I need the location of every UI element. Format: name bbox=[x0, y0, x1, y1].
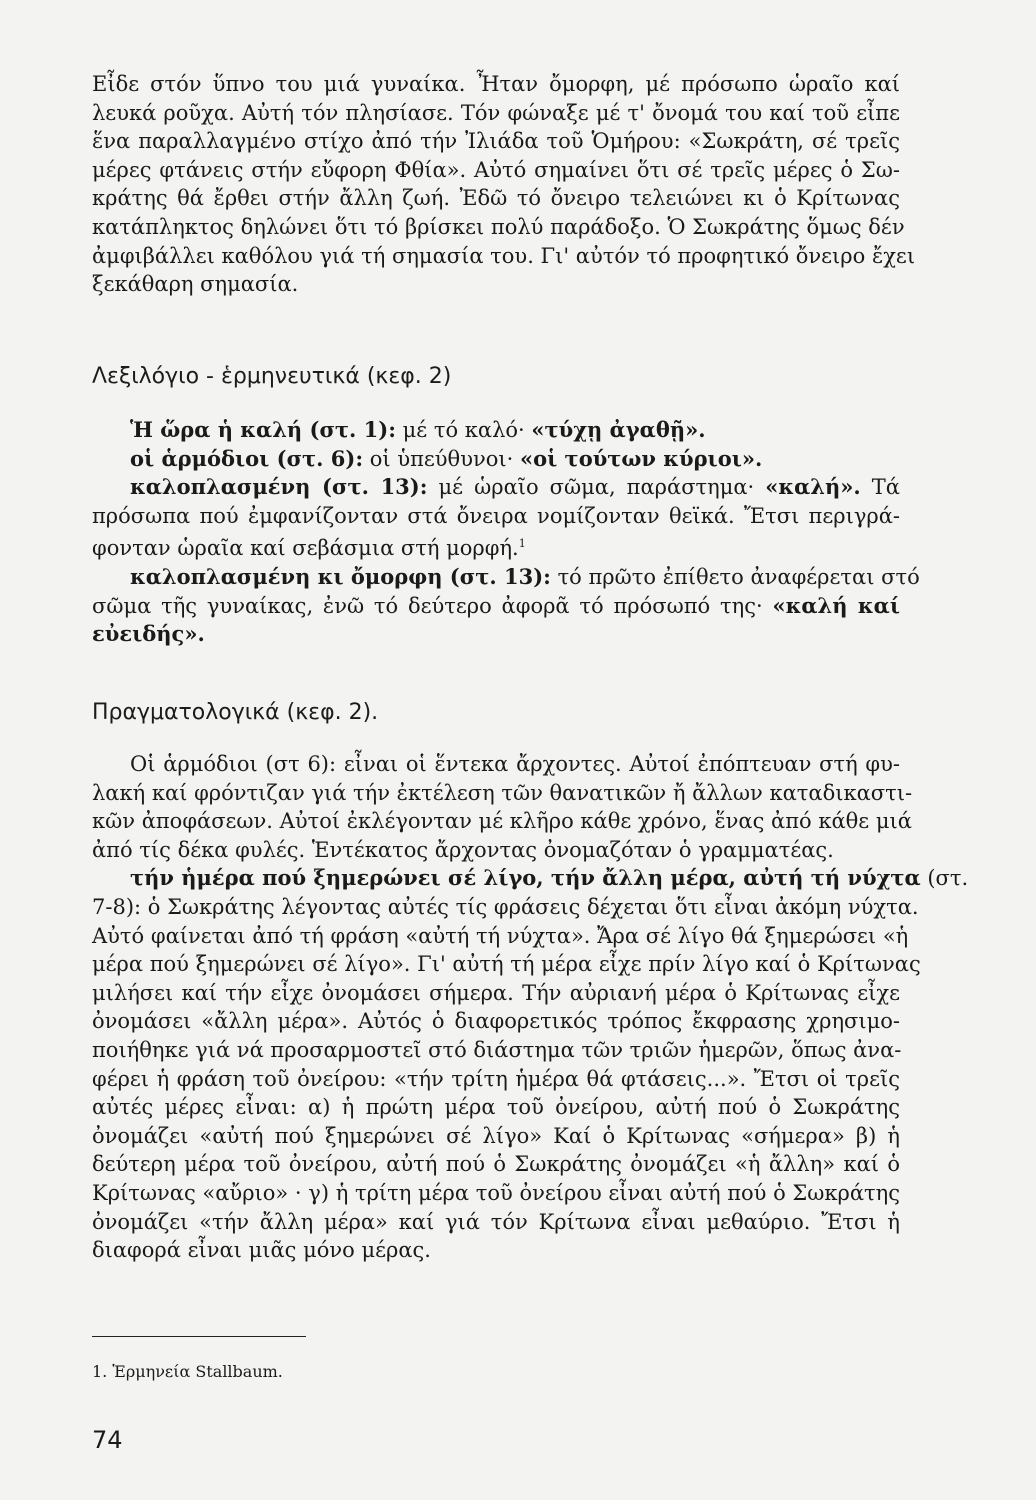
lexicon-term: καλοπλασμένη (στ. 13): bbox=[130, 474, 428, 500]
lexicon-gloss: τό πρῶτο ἐπίθετο ἀναφέρεται στό bbox=[550, 564, 920, 589]
text-line: Κρίτωνας «αὔριο» · γ) ἡ τρίτη μέρα τοῦ ὀνείρου εἶναι αὐτή πού ὁ Σωκράτης bbox=[92, 1180, 900, 1205]
lexicon-term: Ἡ ὥρα ἡ καλή (στ. 1): bbox=[130, 417, 396, 442]
text-line: φέρει ἡ φράση τοῦ ὀνείρου: «τήν τρίτη ἡμέρα θά φτάσεις...». Ἔτσι οἱ τρεῖς bbox=[92, 1066, 900, 1091]
text-line: διαφορά εἶναι μιᾶς μόνο μέρας. bbox=[92, 1238, 431, 1263]
page-number: 74 bbox=[92, 1426, 123, 1454]
lexicon-section bbox=[92, 416, 920, 649]
text-line: κῶν ἀποφάσεων. Αὐτοί ἐκλέγονταν μέ κλῆρο κάθε χρόνο, ἕνας ἀπό κάθε μιά bbox=[92, 809, 912, 834]
text-line: Οἱ ἁρμόδιοι (στ 6): εἶναι οἱ ἕντεκα ἄρχοντες. Αὐτοί ἐπόπτευαν στή φυ- bbox=[130, 752, 900, 776]
text-line: αὐτές μέρες εἶναι: α) ἡ πρώτη μέρα τοῦ ὀνείρου, αὐτή πού ὁ Σωκράτης bbox=[92, 1095, 900, 1120]
lexicon-original: «τύχῃ ἀγαθῇ». bbox=[531, 417, 706, 442]
heading-lexicon: Λεξιλόγιο - ἑρμηνευτικά (κεφ. 2) bbox=[92, 364, 452, 389]
lexicon-original: «οἱ τούτων κύριοι». bbox=[519, 445, 763, 471]
text-line: πρόσωπα πού ἐμφανίζονταν στά ὄνειρα νομίζονταν θεϊκά. Ἔτσι περιγρά- bbox=[92, 503, 900, 528]
lexicon-original: «καλή καί bbox=[772, 592, 900, 618]
text-line bbox=[92, 620, 900, 649]
lexicon-original: εὐειδής». bbox=[92, 621, 205, 647]
footnote: 1. Ἑρμηνεία Stallbaum. bbox=[92, 1362, 283, 1381]
lexicon-original: «καλή». bbox=[765, 474, 861, 500]
lexicon-entry bbox=[92, 416, 900, 445]
lexicon-term: οἱ ἁρμόδιοι (στ. 6): bbox=[130, 445, 364, 471]
heading-pragmatics: Πραγματολογικά (κεφ. 2). bbox=[92, 700, 379, 725]
lexicon-term: καλοπλασμένη κι ὄμορφη (στ. 13): bbox=[130, 563, 551, 589]
text-line: ξεκάθαρη σημασία. bbox=[92, 272, 299, 297]
text-line: Εἶδε στόν ὕπνο του μιά γυναίκα. Ἦταν ὄμορφη, μέ πρόσωπο ὡραῖο καί bbox=[92, 72, 900, 96]
text-line: μιλήσει καί τήν εἶχε ὀνομάσει σήμερα. Τήν αὐριανή μέρα ὁ Κρίτωνας εἶχε bbox=[92, 980, 900, 1005]
pragmatics-section bbox=[92, 750, 969, 1265]
lexicon-gloss: Τά bbox=[860, 475, 900, 500]
text-line: κατάπληκτος δηλώνει ὅτι τό βρίσκει πολύ παράδοξο. Ὁ Σωκράτης ὅμως δέν bbox=[92, 214, 905, 239]
text-line: Αὐτό φαίνεται ἀπό τή φράση «αὐτή τή νύχτα». Ἄρα σέ λίγο θά ξημερώσει «ἡ bbox=[92, 923, 909, 948]
text-line: ὀνομάζει «αὐτή πού ξημερώνει σέ λίγο» Καί ὁ Κρίτωνας «σήμερα» β) ἡ bbox=[92, 1123, 900, 1148]
text-line: κράτης θά ἔρθει στήν ἄλλη ζωή. Ἐδῶ τό ὄνειρο τελειώνει κι ὁ Κρίτωνας bbox=[92, 186, 900, 211]
text-line: ὀνομάσει «ἄλλη μέρα». Αὐτός ὁ διαφορετικός τρόπος ἔκφρασης χρησιμο- bbox=[92, 1009, 900, 1034]
text-line: ἀπό τίς δέκα φυλές. Ἑντέκατος ἄρχοντας ὀνομαζόταν ὁ γραμματέας. bbox=[92, 837, 834, 862]
lexicon-gloss: μέ τό καλό· bbox=[395, 418, 532, 442]
lexicon-entry bbox=[92, 563, 920, 592]
paragraph-dream bbox=[92, 70, 916, 299]
lexicon-gloss: σῶμα τῆς γυναίκας, ἐνῶ τό δεύτερο ἀφορᾶ τό πρόσωπό της· bbox=[92, 593, 773, 618]
footnote-marker: 1 bbox=[518, 537, 526, 551]
pragmatics-term: τήν ἡμέρα πού ξημερώνει σέ λίγο, τήν ἄλλη μέρα, αὐτή τή νύχτα bbox=[130, 865, 921, 891]
text-line: λακή καί φρόντιζαν γιά τήν ἐκτέλεση τῶν θανατικῶν ἤ ἄλλων καταδικαστι- bbox=[92, 780, 913, 805]
lexicon-entry bbox=[92, 445, 900, 474]
text-span: φονταν ὡραῖα καί σεβάσμια στή μορφή. bbox=[92, 536, 519, 561]
text-line: ἕνα παραλλαγμένο στίχο ἀπό τήν Ἰλιάδα τοῦ Ὁμήρου: «Σωκράτη, σέ τρεῖς bbox=[92, 129, 900, 154]
footnote-divider bbox=[92, 1336, 306, 1337]
text-span: (στ. bbox=[920, 866, 969, 891]
text-line: 7-8): ὁ Σωκράτης λέγοντας αὐτές τίς φράσεις δέχεται ὅτι εἶναι ἀκόμη νύχτα. bbox=[92, 894, 919, 919]
text-line bbox=[92, 530, 900, 563]
lexicon-gloss: μέ ὡραῖο σῶμα, παράστημα· bbox=[427, 475, 766, 500]
lexicon-entry bbox=[92, 473, 900, 502]
text-line: ὀνομάζει «τήν ἄλλη μέρα» καί γιά τόν Κρίτωνα εἶναι μεθαύριο. Ἔτσι ἡ bbox=[92, 1209, 900, 1234]
text-line: ποιήθηκε γιά νά προσαρμοστεῖ στό διάστημα τῶν τριῶν ἡμερῶν, ὅπως ἀνα- bbox=[92, 1037, 902, 1062]
text-line: δεύτερη μέρα τοῦ ὀνείρου, αὐτή πού ὁ Σωκράτης ὀνομάζει «ἡ ἄλλη» καί ὁ bbox=[92, 1152, 900, 1177]
text-line: μέρες φτάνεις στήν εὔφορη Φθία». Αὐτό σημαίνει ὅτι σέ τρεῖς μέρες ὁ Σω- bbox=[92, 157, 900, 182]
pragmatics-entry bbox=[92, 864, 969, 893]
text-line bbox=[92, 592, 900, 621]
lexicon-gloss: οἱ ὑπεύθυνοι· bbox=[363, 446, 520, 471]
text-line: ἀμφιβάλλει καθόλου γιά τή σημασία του. Γι' αὐτόν τό προφητικό ὄνειρο ἔχει bbox=[92, 243, 916, 268]
text-line: λευκά ροῦχα. Αὐτή τόν πλησίασε. Τόν φώναξε μέ τ' ὄνομά του καί τοῦ εἶπε bbox=[92, 100, 900, 125]
text-line: μέρα πού ξημερώνει σέ λίγο». Γι' αὐτή τή μέρα εἶχε πρίν λίγο καί ὁ Κρίτωνας bbox=[92, 952, 921, 977]
